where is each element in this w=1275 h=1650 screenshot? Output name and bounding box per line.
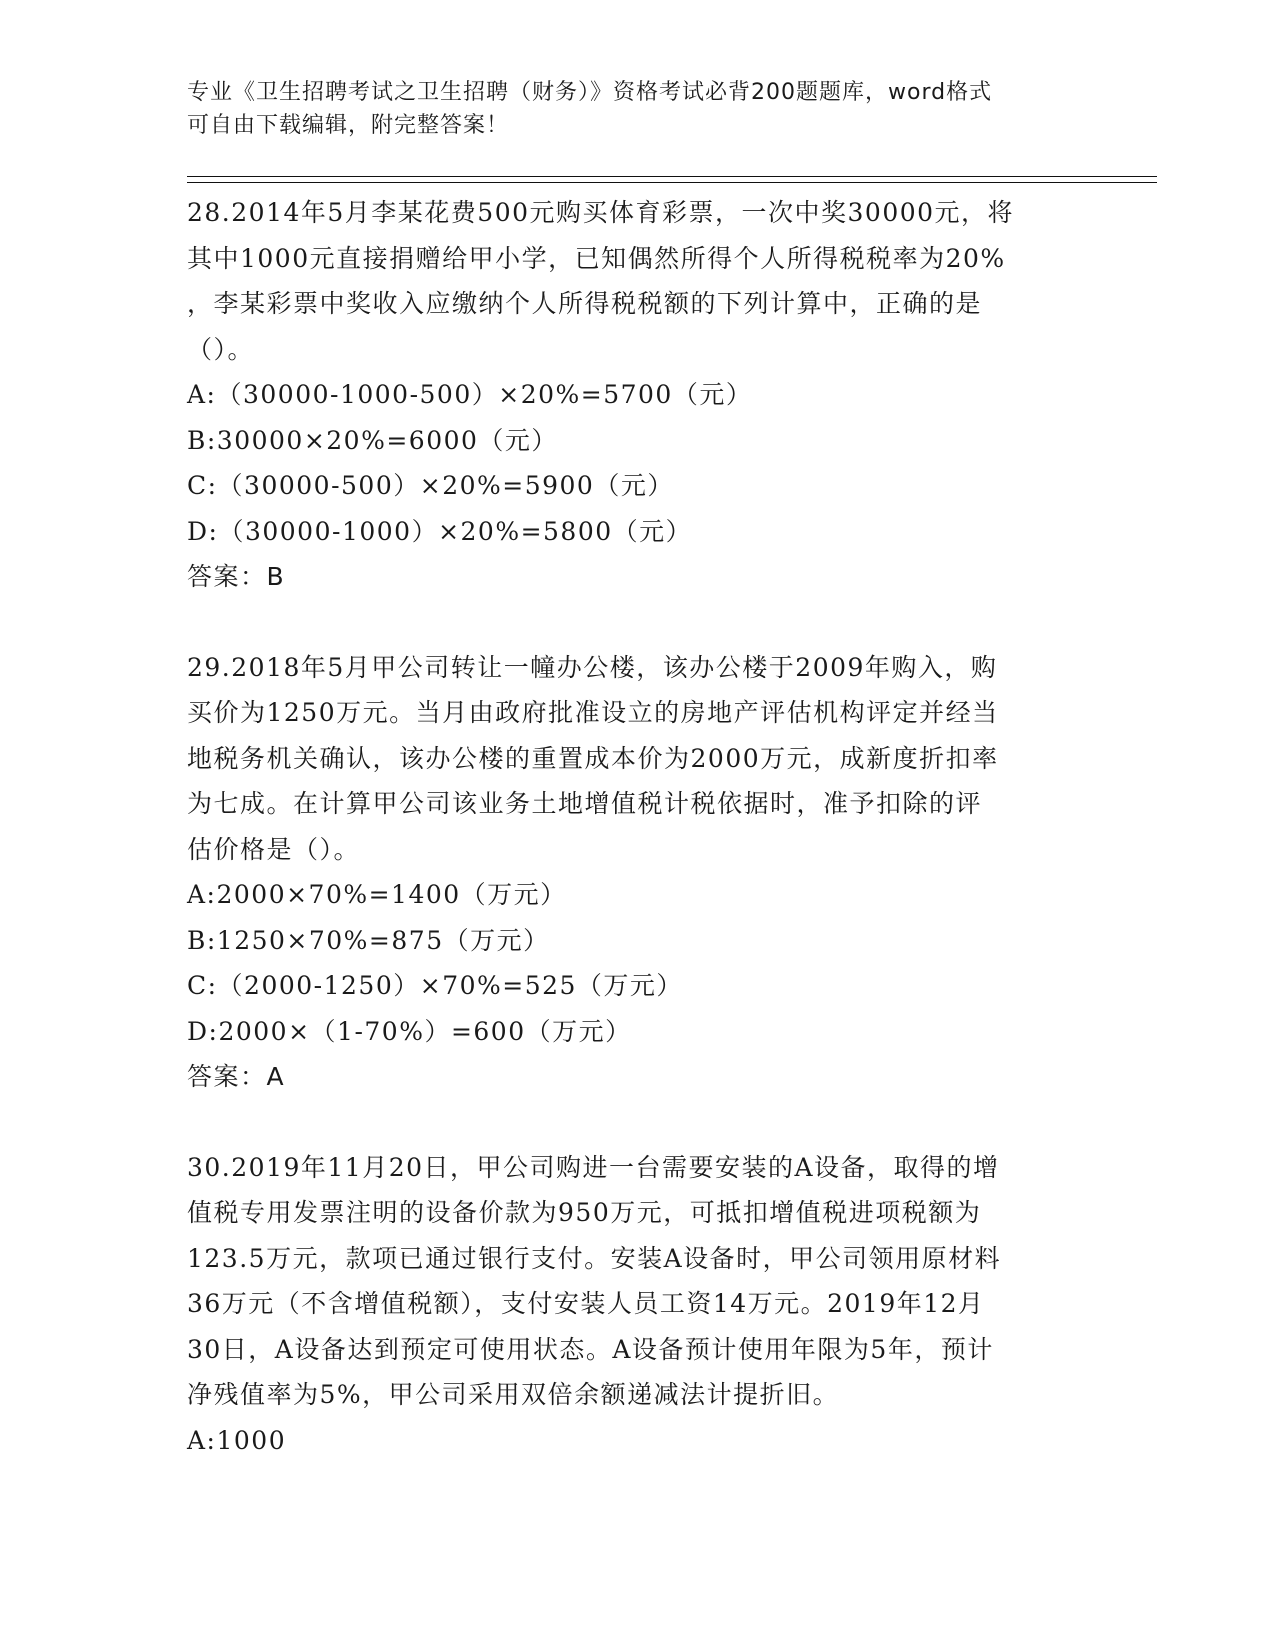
question-stem-line: 29.2018年5月甲公司转让一幢办公楼，该办公楼于2009年购入，购 bbox=[187, 652, 998, 682]
question-stem-line: 地税务机关确认，该办公楼的重置成本价为2000万元，成新度折扣率 bbox=[187, 743, 999, 773]
header-divider bbox=[187, 176, 1157, 177]
answer-label: 答案：A bbox=[187, 1062, 286, 1091]
option-c: C:（2000-1250）×70%=525（万元） bbox=[187, 971, 683, 1000]
question-spacer bbox=[187, 600, 1087, 645]
header-line-1: 专业《卫生招聘考试之卫生招聘（财务）》资格考试必背200题题库，word格式 bbox=[187, 80, 993, 105]
question-stem-line: 为七成。在计算甲公司该业务土地增值税计税依据时，准予扣除的评 bbox=[187, 789, 983, 818]
question-stem-line: 其中1000元直接捐赠给甲小学，已知偶然所得个人所得税税率为20% bbox=[187, 243, 1006, 273]
option-d: D:（30000-1000）×20%=5800（元） bbox=[187, 516, 693, 546]
question-stem-line: 28.2014年5月李某花费500元购买体育彩票，一次中奖30000元，将 bbox=[187, 198, 1015, 227]
option-b: B:1250×70%=875（万元） bbox=[187, 925, 550, 955]
option-a: A:1000 bbox=[187, 1425, 287, 1455]
option-a: A:2000×70%=1400（万元） bbox=[187, 880, 567, 909]
option-b: B:30000×20%=6000（元） bbox=[187, 425, 558, 455]
question-stem-line: 估价格是（）。 bbox=[187, 834, 361, 864]
question-stem-line: 36万元（不含增值税额），支付安装人员工资14万元。2019年12月 bbox=[187, 1289, 985, 1318]
question-list bbox=[187, 190, 1087, 1463]
question-stem-line: 123.5万元，款项已通过银行支付。安装A设备时，甲公司领用原材料 bbox=[187, 1243, 1002, 1273]
option-a: A:（30000-1000-500）×20%=5700（元） bbox=[187, 380, 753, 409]
question-30 bbox=[187, 1145, 1087, 1464]
question-stem-line: 30.2019年11月20日，甲公司购进一台需要安装的A设备，取得的增 bbox=[187, 1152, 1000, 1182]
question-stem-line: （）。 bbox=[187, 334, 255, 364]
question-28 bbox=[187, 190, 1087, 600]
question-spacer bbox=[187, 1100, 1087, 1145]
header-divider bbox=[187, 182, 1157, 183]
option-c: C:（30000-500）×20%=5900（元） bbox=[187, 471, 674, 500]
question-stem-line: 30日，A设备达到预定可使用状态。A设备预计使用年限为5年，预计 bbox=[187, 1334, 994, 1364]
question-stem-line: 净残值率为5%，甲公司采用双倍余额递减法计提折旧。 bbox=[187, 1380, 840, 1409]
question-stem-line: 买价为1250万元。当月由政府批准设立的房地产评估机构评定并经当 bbox=[187, 698, 999, 727]
option-d: D:2000×（1-70%）=600（万元） bbox=[187, 1016, 632, 1046]
answer-label: 答案：B bbox=[187, 562, 286, 591]
question-stem-line: 值税专用发票注明的设备价款为950万元，可抵扣增值税进项税额为 bbox=[187, 1198, 982, 1227]
document-header bbox=[187, 76, 1087, 142]
question-29 bbox=[187, 645, 1087, 1100]
question-stem-line: ，李某彩票中奖收入应缴纳个人所得税税额的下列计算中，正确的是 bbox=[187, 289, 983, 318]
header-line-2: 可自由下载编辑，附完整答案！ bbox=[187, 113, 510, 138]
